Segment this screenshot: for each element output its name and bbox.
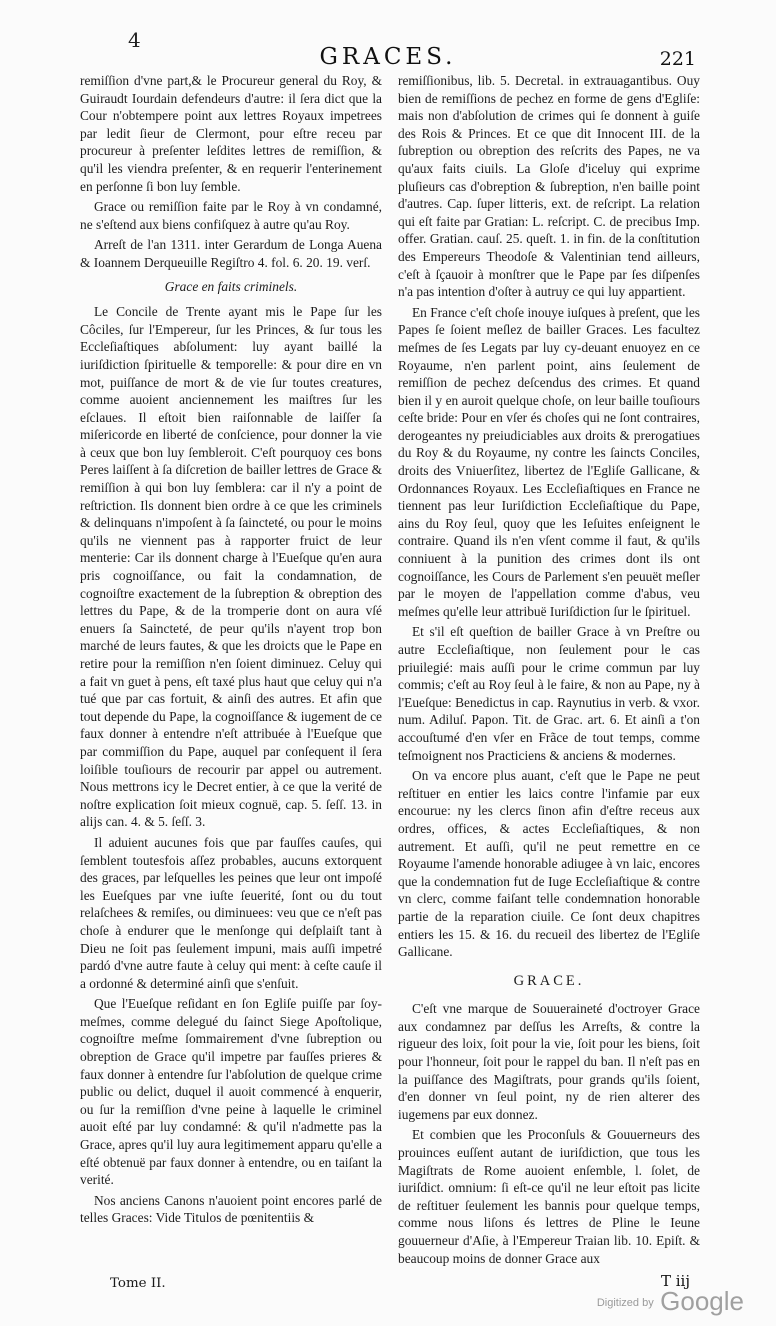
right-paragraph-1: remiſſionibus, lib. 5. Decretal. in extrauagantibus. Ouy bien de remiſſions de pechez en forme de gens d'Egliſe: mais non d'abſolution de crimes qui ſe donnent à guiſe des Rois & Princes. Et ce que dit Innocent III. de la ſubreption ou obreption des reſcrits des Papes, ne va qu'aux faits ciuils. La Gloſe d'iceluy qui exprime pluſieurs cas d'obreption & ſubreption, n'en baille point d'autres. Cap. ſuper litteris, ext. de reſcript. La relation qui eſt faite par Gratian: L. reſcript. C. de precibus Imp. offer. Gratian. cauſ. 25. queſt. 1. in fin. de la conſtitution des Empereurs Theodoſe & Valentinian tend ailleurs, c'eſt à ſçauoir à monſtrer que le Pape par ſes diſpenſes n'a pas intention d'oſter à autruy ce qui luy appartient. (398, 73, 700, 300)
right-paragraph-4: On va encore plus auant, c'eſt que le Pape ne peut reſtituer en entier les laics contre l'infamie par eux encourue: ny les clercs ſinon afin d'eſtre receus aux ordres, offices, & actes Eccleſiaſtiques, & non autrement. Et auſſi, qu'il ne peut remettre en ce Royaume l'amende honorable adiugee à vn laic, encores que la condemnation fut de Iuge Eccleſiaſtique & contre vn clerc, comme faiſant telle condemnation honorable partie de la reparation ciuile. Ce ſont deux chapitres entiers les 15. & 16. du recueil des libertez de l'Egliſe Gallicane. (398, 768, 700, 960)
left-paragraph-3: Arreſt de l'an 1311. inter Gerardum de Longa Auena & Ioannem Derqueuille Regiſtro 4. fol. 6. 20. 19. verſ. (80, 237, 382, 270)
corner-mark: 4 (128, 28, 141, 52)
left-paragraph-7: Nos anciens Canons n'auoient point encores parlé de telles Graces: Vide Titulos de pœnitentiis & (80, 1192, 382, 1226)
right-paragraph-5: C'eſt vne marque de Souueraineté d'octroyer Grace aux condamnez par deſſus les Arreſts, & contre la rigueur des loix, ſoit pour la vie, ſoit pour les biens, ſoit pour l'honneur, ſoit pour le rappel du ban. Il n'eſt pas en la puiſſance des Magiſtrats, pour grands qu'ils ſoient, d'en donner vn ſeul point, ny de rien alterer des iugemens par eux donnez. (398, 1001, 700, 1122)
section-title-grace: GRACE. (513, 972, 585, 989)
left-column (80, 72, 382, 1230)
left-paragraph-6: Que l'Eueſque reſidant en ſon Egliſe puiſſe par ſoy-meſmes, comme delegué du ſainct Siege Apoſtolique, cognoiſtre meſme ſommairement d'vne ſubreption ou obreption de Grace qu'il impetre par fauſſes prieres & faux donner à entendre ſur l'abſolution de quelque crime public ou delict, duquel il auoit commencé à enquerir, ou ſur la remiſſion d'vne peine à laquelle le criminel auoit eſté par luy condamné: & qu'il n'admette pas la Grace, apres qu'il luy aura legitimement apparu qu'elle a eſté obtenuë par faux donner à entendre, ou en taiſant la verité. (80, 996, 382, 1188)
right-paragraph-2: En France c'eſt choſe inouye iuſques à preſent, que les Papes ſe ſoient meſlez de bailler Graces. Les facultez meſmes de ſes Legats par luy cy-deuant enuoyez en ce Royaume, n'en parlent point, ains ſeulement de remiſſion de pechez deſcendus des crimes. Et quand bien il y en auroit quelque choſe, on leur baille touſiours ceſte bride: Pour en vſer és choſes qui ne ſont contraires, derogeantes ny preiudiciables aux droits & prerogatiues du Roy & du Royaume, ny contre les ſaincts Conciles, droits des Vniuerſitez, libertez de l'Egliſe Gallicane, & Ordonnances Royaux. Les Eccleſiaſtiques en France ne tiennent pas leur Iuriſdiction Eccleſiaſtique du Pape, ains du Roy ſeul, quoy que les Ieſuites enſeignent le contraire. Quand ils n'en vſent comme il faut, & qu'ils conniuent à la punition des crimes dont ils ont cognoiſſance, les Cours de Parlement s'en peuuët meſler par le moyen de l'appellation comme d'abus, veu meſmes qu'elle leur attribuë Iuriſdiction ſur le ſpirituel. (398, 304, 700, 619)
left-paragraph-2: Grace ou remiſſion faite par le Roy à vn condamné, ne s'eſtend aux biens confiſquez à autre qu'au Roy. (80, 199, 382, 232)
watermark-logo: Google (660, 1286, 744, 1316)
tome-label: Tome II. (110, 1276, 166, 1291)
left-paragraph-1: remiſſion d'vne part,& le Procureur general du Roy, & Guiraudt Iourdain defendeurs d'autre: il ſera dict que la Cour n'obtempere point aux lettres Royaux impetrees par ledit ſieur de Clermont, pour eſtre receu par procureur à preſenter leſdites lettres de remiſſion, & qu'il les viendra preſenter, & en requerir l'enterinement en perſonne ſi bon luy ſemble. (80, 73, 382, 194)
left-paragraph-4: Le Concile de Trente ayant mis le Pape ſur les Côciles, ſur l'Empereur, ſur les Princes, & ſur tous les Eccleſiaſtiques abſolument: luy ayant baillé la iuriſdiction ſpirituelle & temporelle: & pour dire en vn mot, puiſſance de mort & de vie ſur toutes creatures, comme auoient anciennement les maiſtres ſur les eſclaues. Il eſtoit bien raiſonnable de laiſſer ſa miſericorde en liberté de conſcience, pour donner la vie à ceux que bon luy ſembleroit. C'eſt pourquoy ces bons Peres laiſſent à ſa diſcretion de bailler lettres de Grace & remiſſion à qui bon luy ſemblera: car il n'y a point de reſtriction. Ils donnent bien ordre à ce que les criminels & delinquans n'impoſent à ſa ſaincteté, ou pour le moins qu'ils ne viennent pas à rapporter fruict de leur menterie: Car ils donnent charge à l'Eueſque qu'en aura pris cognoiſſance, ou fait la condamnation, de cognoiſtre exactement de la ſubreption & obreption des lettres du Pape, & de la tromperie dont on aura vſé enuers ſa Saincteté, de peur qu'ils n'ayent trop bon marché de leurs fautes, & que les droicts que le Pape en retire pour la remiſſion n'en ſoient diminuez. Celuy qui a fait vn guet à pens, eſt taxé plus haut que celuy qui n'a tué que par cas fortuit, & ainſi des autres. Et afin que tout depende du Pape, la cognoiſſance & iugement de ce faux donner à entendre n'eſt attribuée à l'Eueſque que par commiſſion du Pape, auquel par conſequent il ſera loiſible touſiours de recourir par appel ou autrement. Nous mettrons icy le Decret entier, à ce que la verité de noſtre explication ſoit mieux cognuë, cap. 5. ſeſſ. 13. in alijs can. 4. & 5. ſeſſ. 3. (80, 304, 382, 830)
right-paragraph-3: Et s'il eſt queſtion de bailler Grace à vn Preſtre ou autre Eccleſiaſtique, non ſeulement pour le cas priuilegié: mais auſſi pour le crime commun par luy commis; c'eſt au Roy ſeul à le faire, & non au Pape, ny à l'Eueſque: Benedictus in cap. Raynutius in verb. & vxor. num. Adiluſ. Papon. Tit. de Grac. art. 6. Et ainſi a t'on accouſtumé d'en vſer en Frãce de tout temps, comme teſmoignent nos Practiciens & anciens & modernes. (398, 624, 700, 763)
right-paragraph-6: Et combien que les Proconſuls & Gouuerneurs des prouinces euſſent autant de iuriſdiction, que tous les Magiſtrats de Rome auoient enſemble, l. ſolet, de iuriſdict. omnium: ſi eſt-ce qu'il ne leur eſtoit pas licite de reſtituer ſeulement les bannis pour quelque temps, comme nous liſons és lettres de Pline le Ieune gouuerneur d'Aſie, à l'Empereur Traian lib. 10. Epiſt. & beaucoup moins de donner Grace aux (398, 1127, 700, 1266)
running-head: GRACES. (319, 44, 457, 70)
right-column (398, 72, 700, 1270)
digitized-watermark (597, 1286, 744, 1317)
page-number: 221 (659, 48, 696, 70)
watermark-prefix: Digitized by (596, 1297, 654, 1309)
signature-mark: T iij (660, 1272, 690, 1290)
left-paragraph-5: Il aduient aucunes fois que par fauſſes cauſes, qui ſemblent toutesfois aſſez probables, aucuns extorquent des graces, par leſquelles les peines que leur ont impoſé les Eueſques par vne iuſte ſeuerité, ſont ou du tout relaſchees & remiſes, ou diminuees: veu que ce n'eſt pas choſe à endurer que le menſonge qui deſplaiſt tant à Dieu ne ſoit pas ſeulement impuni, mais auſſi impetré pardó d'vne autre faute à celuy qui ment: à ceſte cauſe il a ordonné & determiné ainſi que s'enſuit. (80, 834, 382, 991)
subheading-grace-criminels: Grace en faits criminels. (164, 278, 298, 294)
